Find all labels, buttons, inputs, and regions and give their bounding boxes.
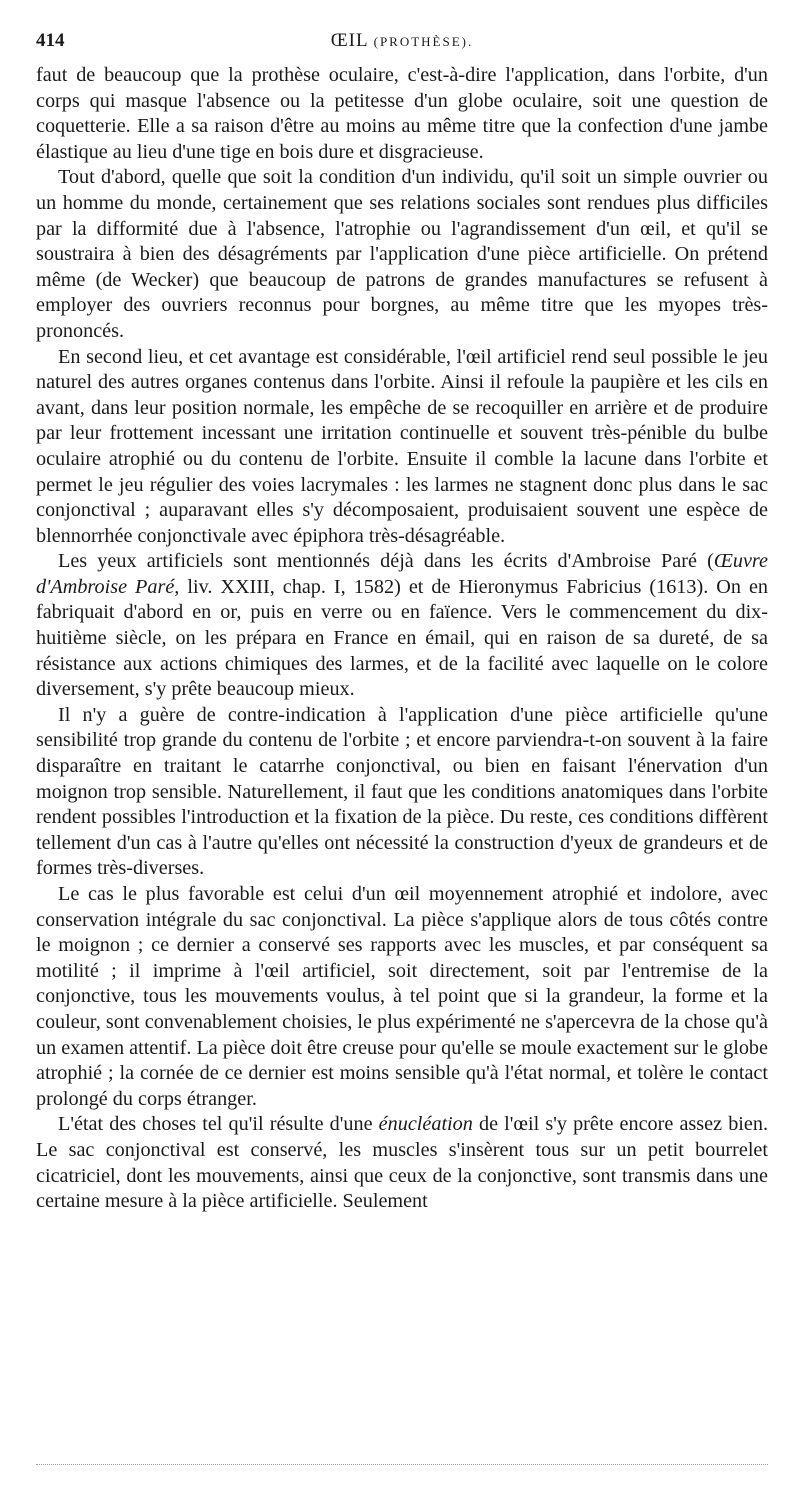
italic-text: Œuvre d'Ambroise Paré, bbox=[36, 550, 768, 598]
text-segment: faut de beaucoup que la prothèse oculaire, c'est-à-dire l'application, dans l'orbite, d'un corps qui masque l'absence ou la petitesse d'un globe oculaire, soit une question de coquetterie. Elle a sa raison d'être au moins au même titre que la confection d'une jambe élastique au lieu d'une tige en bois dure et disgracieuse. bbox=[36, 64, 768, 163]
page bbox=[36, 30, 768, 1215]
page-header bbox=[36, 30, 768, 54]
paragraph bbox=[36, 549, 768, 703]
paragraph bbox=[36, 882, 768, 1112]
running-title-sub: (PROTHÈSE). bbox=[373, 34, 474, 49]
text-segment: Le cas le plus favorable est celui d'un œil moyennement atrophié et indolore, avec conservation intégrale du sac conjonctival. La pièce s'applique alors de tous côtés contre le moignon ; ce dernier a conservé ses rapports avec les muscles, et par conséquent sa motilité ; il imprime à l'œil artificiel, soit directement, soit par l'entremise de la conjonctive, tous les mouvements voulus, à tel point que si la grandeur, la forme et la couleur, sont convenablement choisies, le plus expérimenté ne s'apercevra de la chose qu'à un examen attentif. La pièce doit être creuse pour qu'elle se moule exactement sur le globe atrophié ; la cornée de ce dernier est moins sensible qu'à l'état normal, et tolère le contact prolongé du corps étranger. bbox=[36, 883, 768, 1110]
paragraph bbox=[36, 165, 768, 344]
text-segment: L'état des choses tel qu'il résulte d'une bbox=[58, 1113, 379, 1136]
body-text bbox=[36, 63, 768, 1215]
text-segment: Les yeux artificiels sont mentionnés déjà dans les écrits d'Ambroise Paré ( bbox=[58, 550, 714, 573]
text-segment: Il n'y a guère de contre-indication à l'application d'une pièce artificielle qu'une sensibilité trop grande du contenu de l'orbite ; et encore parviendra-t-on souvent à la faire disparaître en traitant le catarrhe conjonctival, ou bien en faisant l'énervation d'un moignon trop sensible. Naturellement, il faut que les conditions anatomiques dans l'orbite rendent possibles l'introduction et la fixation de la pièce. Du reste, ces conditions diffèrent tellement d'un cas à l'autre qu'elles ont nécessité la construction d'yeux de grandeurs et de formes très-diverses. bbox=[36, 703, 768, 880]
italic-text: énucléation bbox=[378, 1113, 473, 1136]
text-segment: liv. XXIII, chap. I, 1582) et de Hieronymus Fabricius (1613). On en fabriquait d'abord en or, puis en verre ou en faïence. Vers le commencement du dix-huitième siècle, on les prépara en France en émail, qui en raison de sa dureté, de sa résistance aux actions chimiques des larmes, et de la facilité avec laquelle on le colore diversement, s'y prête beaucoup mieux. bbox=[36, 575, 768, 701]
text-segment: de l'œil s'y prête encore assez bien. Le sac conjonctival est conservé, les muscles s'insèrent tous sur un petit bourrelet cicatriciel, dont les mouvements, ainsi que ceux de la conjonctive, sont transmis dans une certaine mesure à la pièce artificielle. Seulement bbox=[36, 1113, 768, 1213]
paragraph bbox=[36, 703, 768, 882]
text-segment: Tout d'abord, quelle que soit la condition d'un individu, qu'il soit un simple ouvrier ou un homme du monde, certainement que ses relations sociales sont rendues plus difficiles par la difformité due à l'absence, l'atrophie ou l'agrandissement d'un œil, et qu'il se soustraira à bien des désagréments par l'application d'une pièce artificielle. On prétend même (de Wecker) que beaucoup de patrons de grandes manufactures se refusent à employer des ouvriers reconnus pour borgnes, au même titre que les myopes très-prononcés. bbox=[36, 166, 768, 342]
footer-divider bbox=[36, 1464, 768, 1465]
paragraph bbox=[36, 345, 768, 550]
running-title-main: ŒIL bbox=[330, 30, 368, 51]
paragraph bbox=[36, 1112, 768, 1214]
page-number: 414 bbox=[36, 30, 65, 51]
paragraph bbox=[36, 63, 768, 165]
running-title bbox=[36, 30, 768, 52]
text-segment: En second lieu, et cet avantage est considérable, l'œil artificiel rend seul possible le jeu naturel des autres organes contenus dans l'orbite. Ainsi il refoule la paupière et les cils en avant, dans leur position normale, les empêche de se recoquiller en arrière et de produire par leur frottement incessant une irritation continuelle et souvent très-pénible du bulbe oculaire atrophié ou du contenu de l'orbite. Ensuite il comble la lacune dans l'orbite et permet le jeu régulier des voies lacrymales : les larmes ne stagnent donc plus dans le sac conjonctival ; auparavant elles s'y décomposaient, produisaient souvent une espèce de blennorrhée conjonctivale avec épiphora très-désagréable. bbox=[36, 345, 768, 547]
